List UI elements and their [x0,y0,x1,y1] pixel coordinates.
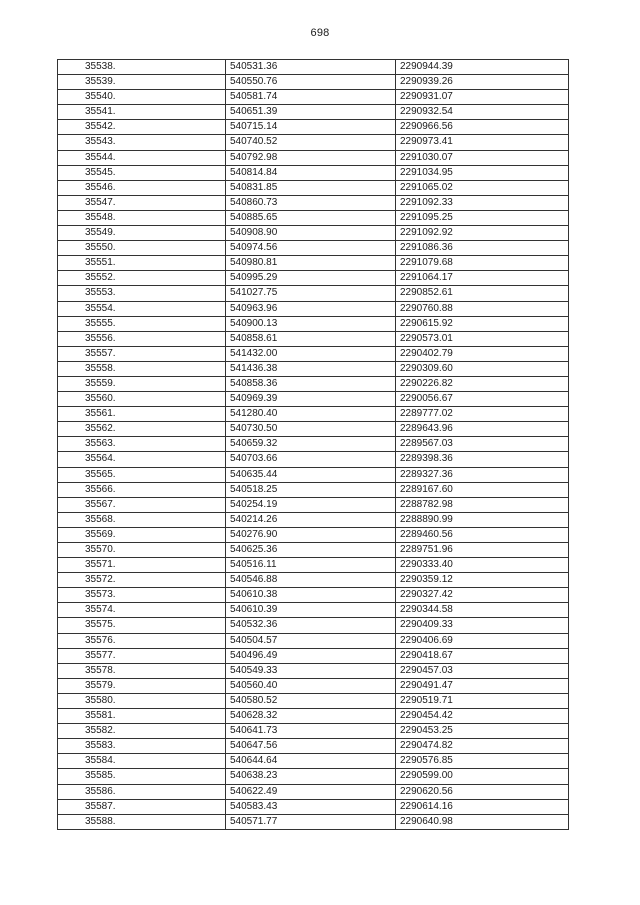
table-row [58,60,569,75]
x-coordinate-cell: 540546.88 [226,573,396,588]
x-coordinate-cell: 540625.36 [226,543,396,558]
x-coordinate-cell: 540703.66 [226,452,396,467]
y-coordinate-cell: 2291034.95 [396,165,569,180]
point-id-cell: 35576. [58,633,226,648]
table-row [58,195,569,210]
x-coordinate-cell: 541432.00 [226,346,396,361]
y-coordinate-cell: 2291086.36 [396,241,569,256]
table-row [58,648,569,663]
y-coordinate-cell: 2290491.47 [396,678,569,693]
x-coordinate-cell: 540516.11 [226,558,396,573]
y-coordinate-cell: 2289460.56 [396,527,569,542]
point-id-cell: 35539. [58,75,226,90]
table-row [58,618,569,633]
table-row [58,120,569,135]
y-coordinate-cell: 2290327.42 [396,588,569,603]
y-coordinate-cell: 2290402.79 [396,346,569,361]
table-row [58,422,569,437]
y-coordinate-cell: 2291092.33 [396,195,569,210]
x-coordinate-cell: 540622.49 [226,784,396,799]
point-id-cell: 35555. [58,316,226,331]
y-coordinate-cell: 2290418.67 [396,648,569,663]
y-coordinate-cell: 2290474.82 [396,739,569,754]
x-coordinate-cell: 540571.77 [226,814,396,829]
coordinates-table [57,59,569,830]
x-coordinate-cell: 540858.61 [226,331,396,346]
x-coordinate-cell: 540254.19 [226,497,396,512]
y-coordinate-cell: 2290457.03 [396,663,569,678]
y-coordinate-cell: 2290944.39 [396,60,569,75]
x-coordinate-cell: 540549.33 [226,663,396,678]
y-coordinate-cell: 2290309.60 [396,361,569,376]
x-coordinate-cell: 540628.32 [226,709,396,724]
x-coordinate-cell: 540659.32 [226,437,396,452]
x-coordinate-cell: 541436.38 [226,361,396,376]
table-row [58,271,569,286]
x-coordinate-cell: 540730.50 [226,422,396,437]
y-coordinate-cell: 2291064.17 [396,271,569,286]
table-row [58,543,569,558]
x-coordinate-cell: 540792.98 [226,150,396,165]
y-coordinate-cell: 2290406.69 [396,633,569,648]
point-id-cell: 35583. [58,739,226,754]
table-row [58,709,569,724]
x-coordinate-cell: 540858.36 [226,376,396,391]
y-coordinate-cell: 2290056.67 [396,392,569,407]
table-row [58,663,569,678]
table-row [58,75,569,90]
x-coordinate-cell: 540214.26 [226,512,396,527]
table-row [58,331,569,346]
x-coordinate-cell: 541280.40 [226,407,396,422]
x-coordinate-cell: 540644.64 [226,754,396,769]
point-id-cell: 35552. [58,271,226,286]
point-id-cell: 35564. [58,452,226,467]
x-coordinate-cell: 540715.14 [226,120,396,135]
y-coordinate-cell: 2290333.40 [396,558,569,573]
y-coordinate-cell: 2290409.33 [396,618,569,633]
point-id-cell: 35566. [58,482,226,497]
point-id-cell: 35545. [58,165,226,180]
table-row [58,90,569,105]
point-id-cell: 35551. [58,256,226,271]
table-row [58,512,569,527]
y-coordinate-cell: 2289398.36 [396,452,569,467]
point-id-cell: 35574. [58,603,226,618]
y-coordinate-cell: 2290932.54 [396,105,569,120]
point-id-cell: 35538. [58,60,226,75]
table-row [58,754,569,769]
x-coordinate-cell: 540831.85 [226,180,396,195]
x-coordinate-cell: 540583.43 [226,799,396,814]
point-id-cell: 35582. [58,724,226,739]
table-row [58,286,569,301]
point-id-cell: 35578. [58,663,226,678]
y-coordinate-cell: 2290576.85 [396,754,569,769]
x-coordinate-cell: 540740.52 [226,135,396,150]
point-id-cell: 35542. [58,120,226,135]
point-id-cell: 35547. [58,195,226,210]
point-id-cell: 35585. [58,769,226,784]
table-row [58,588,569,603]
x-coordinate-cell: 540860.73 [226,195,396,210]
table-row [58,452,569,467]
table-row [58,180,569,195]
table-row [58,603,569,618]
table-row [58,482,569,497]
point-id-cell: 35565. [58,467,226,482]
y-coordinate-cell: 2290973.41 [396,135,569,150]
table-row [58,241,569,256]
x-coordinate-cell: 540531.36 [226,60,396,75]
table-row [58,814,569,829]
table-row [58,376,569,391]
table-row [58,437,569,452]
point-id-cell: 35581. [58,709,226,724]
page-number: 698 [310,27,330,39]
y-coordinate-cell: 2289567.03 [396,437,569,452]
y-coordinate-cell: 2289643.96 [396,422,569,437]
y-coordinate-cell: 2290966.56 [396,120,569,135]
x-coordinate-cell: 540814.84 [226,165,396,180]
point-id-cell: 35579. [58,678,226,693]
point-id-cell: 35548. [58,210,226,225]
y-coordinate-cell: 2290939.26 [396,75,569,90]
point-id-cell: 35546. [58,180,226,195]
x-coordinate-cell: 540550.76 [226,75,396,90]
x-coordinate-cell: 540560.40 [226,678,396,693]
point-id-cell: 35559. [58,376,226,391]
y-coordinate-cell: 2290614.16 [396,799,569,814]
table-row [58,769,569,784]
table-row [58,135,569,150]
y-coordinate-cell: 2291095.25 [396,210,569,225]
x-coordinate-cell: 540974.56 [226,241,396,256]
y-coordinate-cell: 2288890.99 [396,512,569,527]
y-coordinate-cell: 2290760.88 [396,301,569,316]
x-coordinate-cell: 540610.39 [226,603,396,618]
y-coordinate-cell: 2289167.60 [396,482,569,497]
y-coordinate-cell: 2290852.61 [396,286,569,301]
point-id-cell: 35572. [58,573,226,588]
x-coordinate-cell: 540651.39 [226,105,396,120]
y-coordinate-cell: 2290615.92 [396,316,569,331]
point-id-cell: 35571. [58,558,226,573]
x-coordinate-cell: 540638.23 [226,769,396,784]
y-coordinate-cell: 2290454.42 [396,709,569,724]
x-coordinate-cell: 540532.36 [226,618,396,633]
y-coordinate-cell: 2290931.07 [396,90,569,105]
table-row [58,799,569,814]
table-row [58,210,569,225]
x-coordinate-cell: 540900.13 [226,316,396,331]
point-id-cell: 35562. [58,422,226,437]
y-coordinate-cell: 2289751.96 [396,543,569,558]
point-id-cell: 35569. [58,527,226,542]
y-coordinate-cell: 2290573.01 [396,331,569,346]
y-coordinate-cell: 2289777.02 [396,407,569,422]
point-id-cell: 35558. [58,361,226,376]
table-row [58,497,569,512]
point-id-cell: 35556. [58,331,226,346]
y-coordinate-cell: 2290519.71 [396,693,569,708]
x-coordinate-cell: 540518.25 [226,482,396,497]
x-coordinate-cell: 540496.49 [226,648,396,663]
table-row [58,784,569,799]
point-id-cell: 35554. [58,301,226,316]
x-coordinate-cell: 540581.74 [226,90,396,105]
point-id-cell: 35586. [58,784,226,799]
x-coordinate-cell: 540980.81 [226,256,396,271]
y-coordinate-cell: 2290620.56 [396,784,569,799]
point-id-cell: 35541. [58,105,226,120]
point-id-cell: 35543. [58,135,226,150]
table-row [58,226,569,241]
point-id-cell: 35549. [58,226,226,241]
table-row [58,633,569,648]
x-coordinate-cell: 540995.29 [226,271,396,286]
x-coordinate-cell: 540885.65 [226,210,396,225]
table-row [58,361,569,376]
point-id-cell: 35573. [58,588,226,603]
table-row [58,739,569,754]
table-row [58,527,569,542]
point-id-cell: 35544. [58,150,226,165]
y-coordinate-cell: 2290453.25 [396,724,569,739]
table-row [58,558,569,573]
table-row [58,573,569,588]
y-coordinate-cell: 2290344.58 [396,603,569,618]
x-coordinate-cell: 540641.73 [226,724,396,739]
x-coordinate-cell: 540969.39 [226,392,396,407]
table-row [58,407,569,422]
y-coordinate-cell: 2290599.00 [396,769,569,784]
x-coordinate-cell: 540276.90 [226,527,396,542]
table-row [58,678,569,693]
point-id-cell: 35561. [58,407,226,422]
y-coordinate-cell: 2290226.82 [396,376,569,391]
x-coordinate-cell: 540610.38 [226,588,396,603]
table-row [58,392,569,407]
table-row [58,467,569,482]
y-coordinate-cell: 2288782.98 [396,497,569,512]
table-row [58,165,569,180]
x-coordinate-cell: 540647.56 [226,739,396,754]
y-coordinate-cell: 2291030.07 [396,150,569,165]
y-coordinate-cell: 2291065.02 [396,180,569,195]
point-id-cell: 35588. [58,814,226,829]
table-row [58,693,569,708]
table-row [58,150,569,165]
table-row [58,105,569,120]
x-coordinate-cell: 540963.96 [226,301,396,316]
point-id-cell: 35584. [58,754,226,769]
point-id-cell: 35557. [58,346,226,361]
table-body [58,60,569,830]
point-id-cell: 35560. [58,392,226,407]
point-id-cell: 35570. [58,543,226,558]
point-id-cell: 35577. [58,648,226,663]
table-row [58,316,569,331]
table-row [58,301,569,316]
x-coordinate-cell: 540635.44 [226,467,396,482]
x-coordinate-cell: 541027.75 [226,286,396,301]
table-row [58,724,569,739]
point-id-cell: 35575. [58,618,226,633]
point-id-cell: 35580. [58,693,226,708]
point-id-cell: 35567. [58,497,226,512]
table-row [58,346,569,361]
y-coordinate-cell: 2291079.68 [396,256,569,271]
table-row [58,256,569,271]
point-id-cell: 35550. [58,241,226,256]
y-coordinate-cell: 2290359.12 [396,573,569,588]
y-coordinate-cell: 2290640.98 [396,814,569,829]
x-coordinate-cell: 540580.52 [226,693,396,708]
x-coordinate-cell: 540504.57 [226,633,396,648]
point-id-cell: 35553. [58,286,226,301]
point-id-cell: 35563. [58,437,226,452]
point-id-cell: 35587. [58,799,226,814]
point-id-cell: 35540. [58,90,226,105]
x-coordinate-cell: 540908.90 [226,226,396,241]
y-coordinate-cell: 2291092.92 [396,226,569,241]
y-coordinate-cell: 2289327.36 [396,467,569,482]
point-id-cell: 35568. [58,512,226,527]
